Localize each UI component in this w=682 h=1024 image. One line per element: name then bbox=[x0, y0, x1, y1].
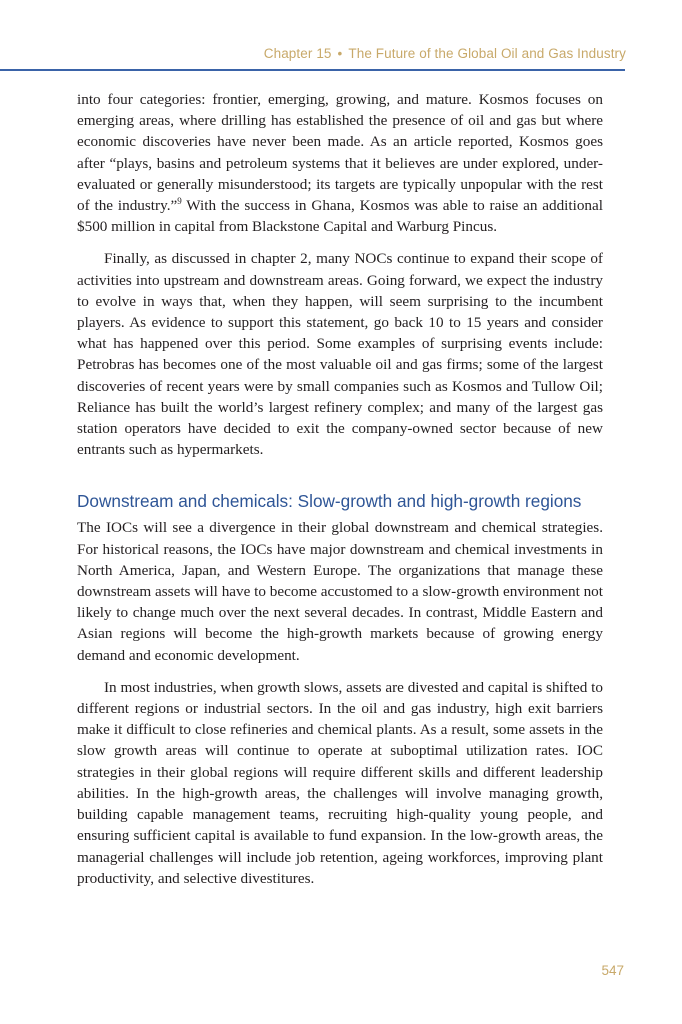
paragraph-1-text: into four categories: frontier, emerging, growing, and mature. Kosmos focuses on emerging areas, where drilling has established the presence of oil and gas but where economic discoveries have never been made. As an article reported, Kosmos goes after “plays, basins and petroleum systems that it believes are under explored, under-evaluated or generally misunderstood; its targets are typically unpopular with the rest of the industry.” bbox=[77, 91, 603, 215]
section-heading: Downstream and chemicals: Slow-growth and high-growth regions bbox=[77, 491, 582, 512]
bullet-separator: • bbox=[337, 46, 343, 61]
page-number: 547 bbox=[601, 963, 624, 978]
body-paragraph-3: The IOCs will see a divergence in their global downstream and chemical strategies. For historical reasons, the IOCs have major downstream and chemical investments in North America, Japan, and Western Europe. The organizations that manage these downstream assets will have to become accustomed to a slow-growth environment not likely to change much over the next several decades. In contrast, Middle Eastern and Asian regions will become the high-growth markets because of growing energy demand and economic development. bbox=[77, 519, 603, 664]
body-paragraph-1 bbox=[77, 89, 603, 237]
chapter-label: Chapter 15 bbox=[263, 46, 332, 61]
chapter-title: The Future of the Global Oil and Gas Industry bbox=[348, 46, 626, 61]
body-paragraph-4: In most industries, when growth slows, assets are divested and capital is shifted to different regions or industrial sectors. In the oil and gas industry, high exit barriers make it difficult to close refineries and chemical plants. As a result, some assets in the slow growth areas will continue to operate at suboptimal utilization rates. IOC strategies in their global regions will require different skills and different leadership abilities. In the high-growth areas, the challenges will involve managing growth, building capable management teams, recruiting high-quality young people, and ensuring sufficient capital is available to fund expansion. In the low-growth areas, the managerial challenges will include job retention, ageing workforces, improving plant productivity, and selective divestitures. bbox=[77, 678, 603, 887]
paragraph-1-continuation: With the success in Ghana, Kosmos was able to raise an additional $500 million in capital from Blackstone Capital and Warburg Pincus. bbox=[77, 197, 603, 236]
running-head bbox=[264, 46, 626, 61]
body-paragraph-2: Finally, as discussed in chapter 2, many NOCs continue to expand their scope of activities into upstream and downstream areas. Going forward, we expect the industry to evolve in ways that, when they happen, will seem surprising to the incumbent players. As evidence to support this statement, go back 10 to 15 years and consider what has happened over this period. Some examples of surprising events include: Petrobras has becomes one of the most valuable oil and gas firms; some of the largest discoveries of recent years were by small companies such as Kosmos and Tullow Oil; Reliance has built the world’s largest refinery complex; and many of the largest gas station operators have decided to exit the company-owned sector because of new entrants such as hypermarkets. bbox=[77, 250, 603, 459]
page-body bbox=[77, 89, 603, 889]
footnote-marker: 9 bbox=[177, 195, 182, 206]
header-rule bbox=[0, 69, 625, 71]
